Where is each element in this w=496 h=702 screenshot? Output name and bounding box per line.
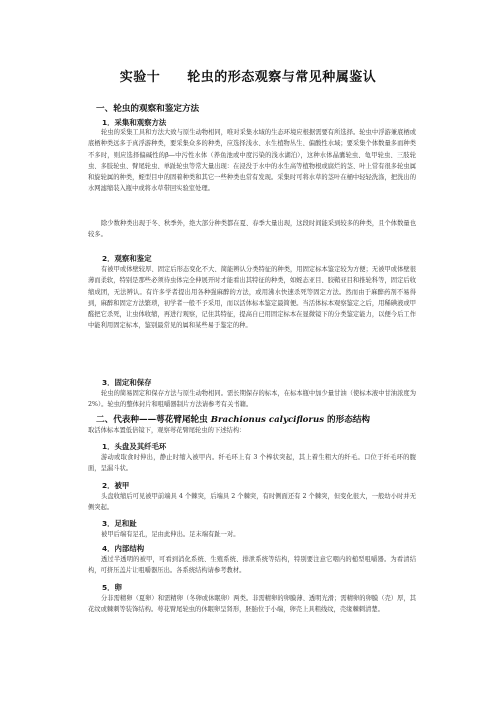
- section-2-heading-latin: Brachionus calyciflorus: [210, 415, 325, 425]
- section-2-1-heading: 1．头盘及其纤毛环: [102, 442, 167, 451]
- section-1-2-heading: 2．观察和鉴定: [102, 254, 152, 263]
- section-2-heading: [96, 413, 370, 425]
- section-2-2-paragraph-1: 头盘收缩后可见被甲前端具 4 个棘突，后端具 2 个棘突，有时侧面还有 2 个棘突，但变化很大，一般幼小时并无侧突起。: [88, 493, 416, 512]
- section-2-4-heading: 4．内部结构: [102, 544, 145, 553]
- section-2-1-paragraph-1: 游动或取食时伸出，静止时缩入被甲内。纤毛环上有 3 个棒状突起，其上着生粗大的纤毛。口位于纤毛环的腹面，呈漏斗状。: [88, 454, 416, 473]
- section-1-3-paragraph-1: 轮虫的简易固定和保存方法与原生动物相同。需长期保存的标本，在标本瓶中加少量甘油（使标本液中甘油浓度为 2%）。轮虫的整体封片和咀嚼器制片方法请参考有关书籍。: [88, 390, 416, 409]
- section-2-4-paragraph-1: 透过半透明的被甲，可看到消化系统、生殖系统、排泄系统等结构，特别要注意它咽内的槌型咀嚼器。为看清结构，可挤压盖片让咀嚼器压出。各系统结构请参考教材。: [88, 556, 416, 575]
- section-2-intro: 取活体标本置低倍镜下，观察萼花臂尾轮虫的下述结构：: [88, 427, 246, 434]
- section-2-5-paragraph-1: 分非需精卵（夏卵）和需精卵（冬卵或休眠卵）两类。非需精卵的卵膜薄、透明光滑；需精卵的卵膜（壳）厚，其花纹或棘刺等装饰结构。萼花臂尾轮虫的休眠卵呈肾形，胚胎位于小端，卵壳上具粗线纹，壳缘棘刺清楚。: [88, 595, 416, 614]
- section-2-3-paragraph-1: 被甲后端有足孔，足由此伸出。足末端有趾一对。: [101, 531, 240, 538]
- section-1-1-paragraph-1: 轮虫的采集工具和方法大致与原生动物相同，唯对采集水域的生态环境应根据需要有所选择。轮虫中浮游兼底栖或底栖种类远多于真浮游种类，要采集众多的种类，应选择浅水、水生植物丛生、偏酸性水域；要采集个体数量多而种类不多时，则应选择偏碱性的β—中污性水体（养鱼池或中度污染的浅水湖泊），这种水体晶囊轮虫、龟甲轮虫、三肢轮虫、多肢轮虫、臂尾轮虫、单趾轮虫等常大量出现：在浸没于水中的水生高等植物根或腐烂的茎、叶上常有很多轮虫属和旋轮属的种类，蛭型目中的固着种类和其它一些种类也常有发现。采集时可将水草的茎叶在桶中轻轻洗涤，把洗出的水网滤缩装入瓶中或将水草带回实验室处理。: [88, 129, 416, 193]
- section-1-1-paragraph-2: 除少数种类出现于冬、秋季外，绝大部分种类都在夏、春季大量出现，这段时间能采到较多的种类，且个体数量也较多。: [88, 220, 416, 239]
- section-2-2-heading: 2．被甲: [102, 481, 130, 490]
- section-1-heading: 一、轮虫的观察和鉴定方法: [96, 104, 200, 114]
- page-title: 实验十 轮虫的形态观察与常见种属鉴认: [119, 70, 377, 85]
- section-1-2-paragraph-1: 有被甲或体壁较厚、固定后形态变化不大、简能辨认分类特征的种类，用固定标本鉴定较为方便；无被甲或体壁很薄而柔软，特别是那些必须待虫体完全伸展开时才能看出其特征的种类，如蛭态亚目、胶鞘亚目和推轮科等，固定后收缩成团，无法辨认。有许多学者提出用各种强麻醉的方法，或用沸水快速杀死等固定方法。然而由于麻醉药剂不易得到，麻醉和固定方法繁琐，初学者一般不予采用，而以活体标本鉴定最简便。当活体标本观察鉴定之后，用稀碘液或甲醛把它杀死，让虫体收缩，再进行观察，记住其特征，提高自已用固定标本在显微镜下的分类鉴定能力，以便今后工作中能利用固定标本，鉴别最常见的属和某些易于鉴定的种。: [88, 266, 416, 330]
- section-2-heading-suffix: 的形态结构: [324, 415, 371, 425]
- section-1-3-heading: 3．固定和保存: [102, 378, 152, 387]
- section-2-3-heading: 3．足和趾: [102, 519, 137, 528]
- section-2-5-heading: 5．卵: [102, 583, 122, 592]
- section-1-1-heading: 1．采集和观察方法: [102, 118, 167, 127]
- section-2-heading-prefix: 二、代表种——萼花臂尾轮虫: [96, 415, 211, 425]
